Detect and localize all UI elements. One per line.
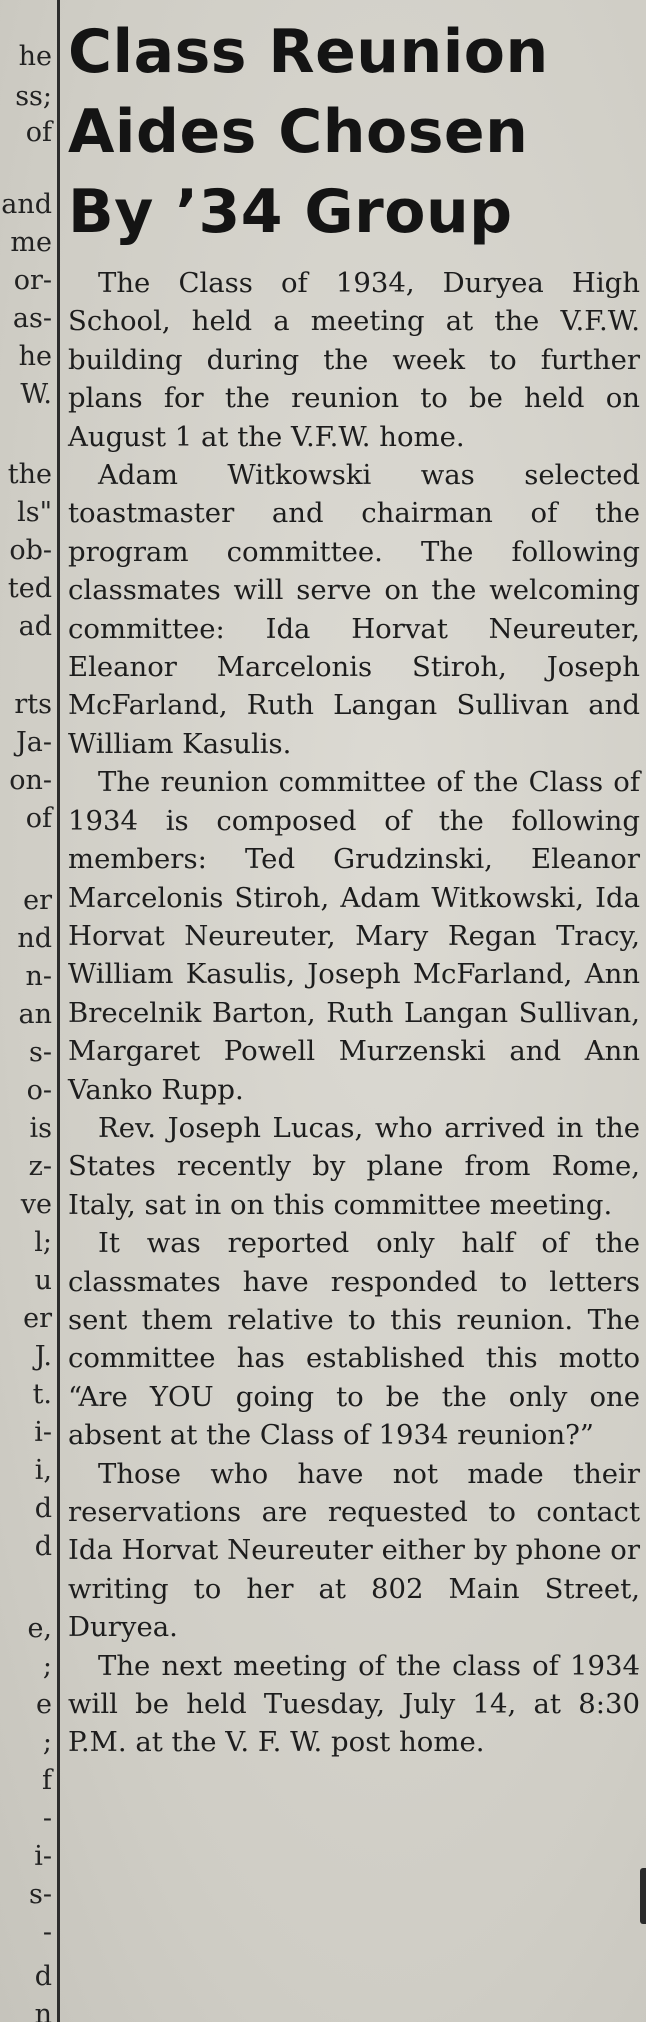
column-fragment-text: d — [34, 1493, 52, 1524]
column-rule — [57, 0, 60, 2022]
column-fragment-text: and — [1, 189, 52, 220]
column-fragment-text: he — [18, 41, 52, 72]
column-fragment-text: ; — [42, 1651, 52, 1682]
column-fragment-text: of — [25, 117, 52, 148]
column-fragment-text: W. — [20, 379, 52, 410]
column-fragment-text: or- — [13, 265, 52, 296]
column-fragment-text: ls" — [17, 497, 52, 528]
paragraph: The reunion committee of the Class of 1934 is composed of the following members: Ted Grudzinski, Eleanor Marcelonis Stiroh, Adam Witkowski, Ida Horvat Neureuter, Mary Regan Tracy, William Kasulis, Joseph McFarland, Ann Brecelnik Barton, Ruth Langan Sullivan, Margaret Powell Murzenski and Ann Vanko Rupp. — [68, 766, 640, 1106]
column-fragment-text: rts — [14, 689, 52, 720]
headline-line-1: Class Reunion — [68, 17, 549, 87]
paragraph: Adam Witkowski was selected toastmaster and chairman of the program committee. The following classmates will serve on the welcoming committee: Ida Horvat Neureuter, Eleanor Marcelonis Stiroh, Joseph McFarland, Ruth Langan Sullivan and William Kasulis. — [68, 459, 640, 760]
column-fragment-text: i- — [34, 1417, 52, 1448]
column-fragment-text: f — [42, 1765, 52, 1796]
column-fragment-text: z- — [28, 1151, 52, 1182]
column-fragment-text: ve — [20, 1189, 52, 1220]
column-fragment-text: - — [42, 1917, 52, 1948]
column-fragment-text: is — [29, 1113, 52, 1144]
adjacent-column-fragment — [0, 0, 56, 2022]
page-edge-mark — [640, 1868, 646, 1924]
headline-line-3: By ’34 Group — [68, 177, 513, 247]
column-fragment-text: e — [36, 1689, 52, 1720]
column-fragment-text: d — [34, 1531, 52, 1562]
column-fragment-text: d — [34, 1961, 52, 1992]
headline-line-2: Aides Chosen — [68, 97, 529, 167]
column-fragment-text: the — [7, 459, 52, 490]
column-fragment-text: er — [23, 1303, 52, 1334]
paragraph: The next meeting of the class of 1934 will be held Tuesday, July 14, at 8:30 P.M. at the V. F. W. post home. — [68, 1649, 640, 1759]
column-fragment-text: as- — [12, 303, 52, 334]
column-fragment-text: of — [25, 803, 52, 834]
column-fragment-text: - — [42, 1803, 52, 1834]
paragraph: Rev. Joseph Lucas, who arrived in the States recently by plane from Rome, Italy, sat in on this committee meeting. — [68, 1111, 640, 1221]
column-fragment-text: n- — [25, 961, 52, 992]
paragraph: Those who have not made their reservations are requested to contact Ida Horvat Neureuter either by phone or writing to her at 802 Main Street, Duryea. — [68, 1457, 640, 1644]
column-fragment-text: J. — [34, 1341, 52, 1372]
column-fragment-text: er — [23, 885, 52, 916]
column-fragment-text: Ja- — [15, 727, 52, 758]
article — [68, 0, 640, 1762]
paragraph: It was reported only half of the classmates have responded to letters sent them relative to this reunion. The committee has established this motto “Are YOU going to be the only one absent at the Class of 1934 reunion?” — [68, 1227, 640, 1452]
column-fragment-text: ; — [42, 1727, 52, 1758]
column-fragment-text: ss; — [15, 81, 52, 112]
column-fragment-text: ob- — [9, 535, 52, 566]
column-fragment-text: on- — [9, 765, 52, 796]
column-fragment-text: ted — [7, 573, 52, 604]
column-fragment-text: n — [34, 1999, 52, 2022]
paragraph: The Class of 1934, Duryea High School, held a meeting at the V.F.W. building during the week to further plans for the reunion to be held on August 1 at the V.F.W. home. — [68, 267, 640, 453]
column-fragment-text: t. — [32, 1379, 52, 1410]
column-fragment-text: i- — [34, 1841, 52, 1872]
column-fragment-text: l; — [34, 1227, 52, 1258]
column-fragment-text: me — [10, 227, 52, 258]
column-fragment-text: o- — [26, 1075, 52, 1106]
column-fragment-text: s- — [29, 1879, 52, 1910]
column-fragment-text: s- — [29, 1037, 52, 1068]
column-fragment-text: an — [18, 999, 52, 1030]
column-fragment-text: e, — [27, 1613, 52, 1644]
headline — [68, 12, 640, 252]
column-fragment-text: u — [34, 1265, 52, 1296]
column-fragment-text: he — [18, 341, 52, 372]
column-fragment-text: ad — [18, 611, 52, 642]
article-body — [68, 264, 640, 1762]
column-fragment-text: nd — [17, 923, 52, 954]
column-fragment-text: i, — [34, 1455, 52, 1486]
